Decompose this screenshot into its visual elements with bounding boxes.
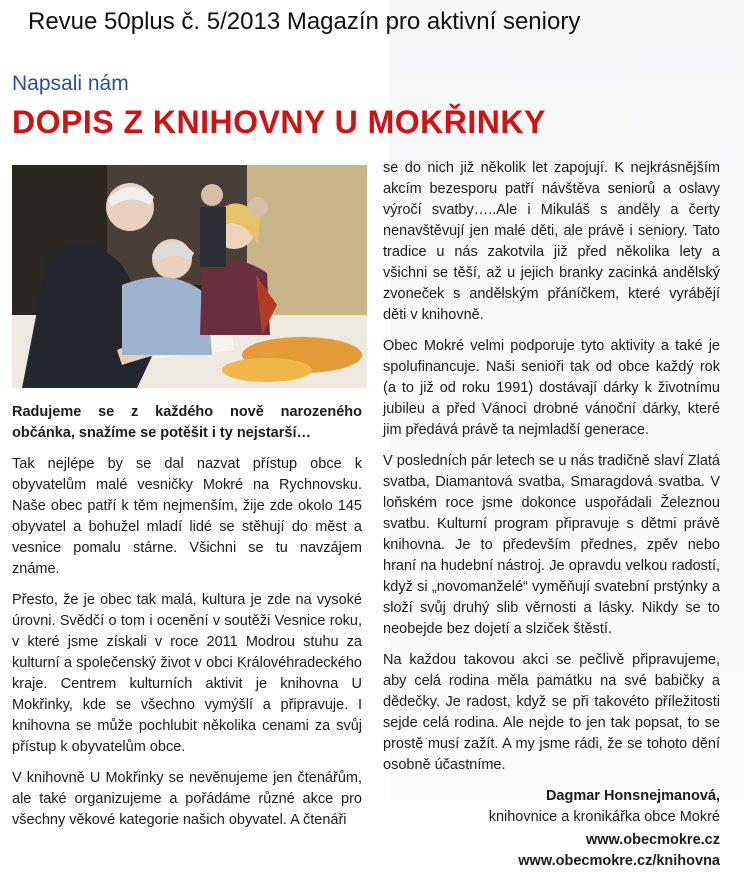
signature: [383, 786, 720, 872]
lead-paragraph: Radujeme se z každého nově narozeného občánka, snažíme se potěšit i ty nejstarší…: [12, 404, 362, 441]
article-headline: DOPIS Z KNIHOVNY U MOKŘINKY: [12, 104, 546, 140]
left-column: [12, 402, 362, 841]
links: [383, 830, 720, 872]
signature-name: Dagmar Honsnejmanová,: [545, 788, 720, 804]
body-paragraph: Tak nejlépe by se dal nazvat přístup obce k obyvatelům malé vesničky Mokré na Rychnovsku. Naše obec patří k těm nejmenším, žije zde okolo 145 obyvatel a bohužel mladí lidé se stěhují do měst a vesnice pomalu stárne. Všichni se tu navzájem známe.: [12, 456, 362, 577]
body-paragraph: Obec Mokré velmi podporuje tyto aktivity a také je spolufinancuje. Naši senioři tak od obce každý rok (a to již od roku 1991) dostávají dárky k životnímu jubileu a před Vánoci drobné vánoční dárky, které jim předává právě ta nejmladší generace.: [383, 338, 720, 438]
section-label: Napsali nám: [12, 72, 129, 95]
library-link[interactable]: www.obecmokre.cz/knihovna: [518, 853, 720, 869]
signature-role: knihovnice a kronikářka obce Mokré: [488, 809, 720, 825]
body-paragraph: V posledních pár letech se u nás tradičně slaví Zlatá svatba, Diamantová svatba, Smaragdová svatba. V loňském roce jsme dokonce uspořádali Železnou svatbu. Kulturní program připravuje s dětmi právě knihovna. Je to především přednes, zpěv nebo hraní na hudební nástroj. Je opravdu velkou radostí, když si „novomanželé“ vyměňují svatební prstýnky a složí svůj druhý slib věrnosti a lásky. Nikdy se to neobejde bez dojetí a slziček štěstí.: [383, 453, 720, 637]
body-paragraph: V knihovně U Mokřinky se nevěnujeme jen čtenářům, ale také organizujeme a pořádáme různé akce pro všechny věkové kategorie našich obyvatel. A čtenáři: [12, 770, 362, 828]
website-link[interactable]: www.obecmokre.cz: [585, 832, 720, 848]
body-paragraph: se do nich již několik let zapojují. K nejkrásnějším akcím bezesporu patří návštěva seniorů a oslavy výročí svatby…..Ale i Mikuláš s anděly a čerty nenavštěvují jen malé děti, ale právě i seniory. Tato tradice u nás zakotvila již před několika lety a všichni se těší, až u jejich branky zacinká andělský zvoneček s andělským přáníčkem, které vyrábějí děti v knihovně.: [383, 160, 720, 323]
article-photo: [12, 165, 367, 388]
issue-header: Revue 50plus č. 5/2013 Magazín pro aktivní seniory: [28, 8, 581, 35]
right-column: [383, 158, 720, 872]
body-paragraph: Na každou takovou akci se pečlivě připravujeme, aby celá rodina měla památku na své babičky a dědečky. Je radost, když se při takovéto příležitosti sejde celá rodina. Ale nejde to jen tak popsat, to se prostě musí zažít. A my jsme rádi, že se tohoto dění osobně účastníme.: [383, 652, 720, 773]
body-paragraph: Přesto, že je obec tak malá, kultura je zde na vysoké úrovni. Svědčí o tom i ocenění v soutěži Vesnice roku, v které jsme získali v roce 2011 Modrou stuhu za kulturní a společenský život v obci Královéhradeckého kraje. Centrem kulturních aktivit je knihovna U Mokřinky, kde se všechno vymýšlí a připravuje. I knihovna se může pochlubit několika cenami za svůj přístup k obyvatelům obce.: [12, 592, 362, 755]
photo-illustration: [12, 165, 367, 388]
